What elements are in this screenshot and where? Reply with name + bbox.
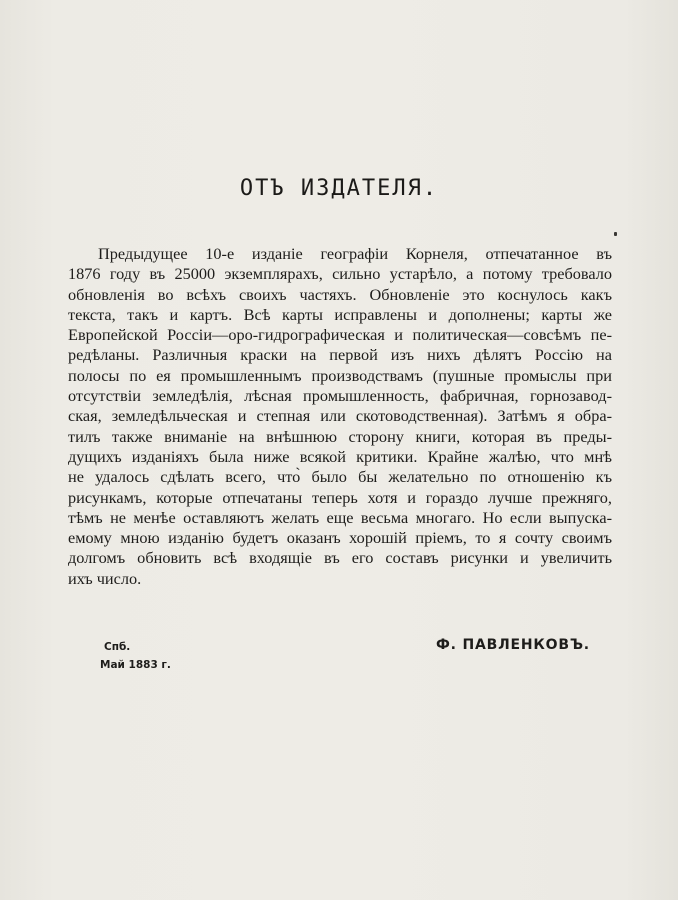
text-line: Европейской Россіи—оро-гидрографическая и политическая—совсѣмъ пе- xyxy=(68,325,612,345)
place-and-date xyxy=(100,638,171,674)
text-line: ихъ число. xyxy=(68,568,142,588)
text-line: редѣланы. Различныя краски на первой изъ нихъ дѣлятъ Россію на xyxy=(68,345,612,365)
text-line: тилъ также вниманіе на внѣшнюю сторону книги, которая въ преды- xyxy=(68,426,612,446)
place: Спб. xyxy=(104,641,131,653)
text-line: дущихъ изданіяхъ была ниже всякой критики. Крайне жалѣю, что мнѣ xyxy=(68,446,612,466)
print-speck xyxy=(614,232,617,236)
text-line: рисункамъ, которые отпечатаны теперь хотя и гораздо лучше прежняго, xyxy=(68,487,612,507)
text-line: ская, земледѣльческая и степная или скотоводственная). Затѣмъ я обра- xyxy=(68,406,612,426)
text-line: отсутствіи земледѣлія, лѣсная промышленность, фабричная, горнозавод- xyxy=(68,386,612,406)
text-line: текста, такъ и картъ. Всѣ карты исправлены и дополнены; карты же xyxy=(68,304,612,324)
text-line: полосы по ея промышленнымъ производствамъ (пушные промыслы при xyxy=(68,365,612,385)
text-line: не удалось сдѣлать всего, что̀ было бы желательно по отношенію къ xyxy=(68,467,612,487)
date: Май 1883 г. xyxy=(100,659,171,671)
text-line: емому мною изданію будетъ оказанъ хорошій пріемъ, то я сочту своимъ xyxy=(68,528,612,548)
text-line: обновленія во всѣхъ своихъ частяхъ. Обновленіе это коснулось какъ xyxy=(68,284,612,304)
publisher-signature: Ф. ПАВЛЕНКОВЪ. xyxy=(436,637,590,653)
text-line: 1876 году въ 25000 экземплярахъ, сильно устарѣло, а потому требовало xyxy=(68,264,612,284)
text-line: Предыдущее 10-е изданіе географіи Корнеля, отпечатанное въ xyxy=(98,244,612,263)
page-title: ОТЪ ИЗДАТЕЛЯ. xyxy=(239,176,439,201)
text-line: долгомъ обновить всѣ входящіе въ его составъ рисунки и увеличить xyxy=(68,548,612,568)
text-line: тѣмъ не менѣе оставляютъ желать еще весьма многаго. Но если выпуска- xyxy=(68,507,612,527)
preface-text xyxy=(68,244,612,589)
